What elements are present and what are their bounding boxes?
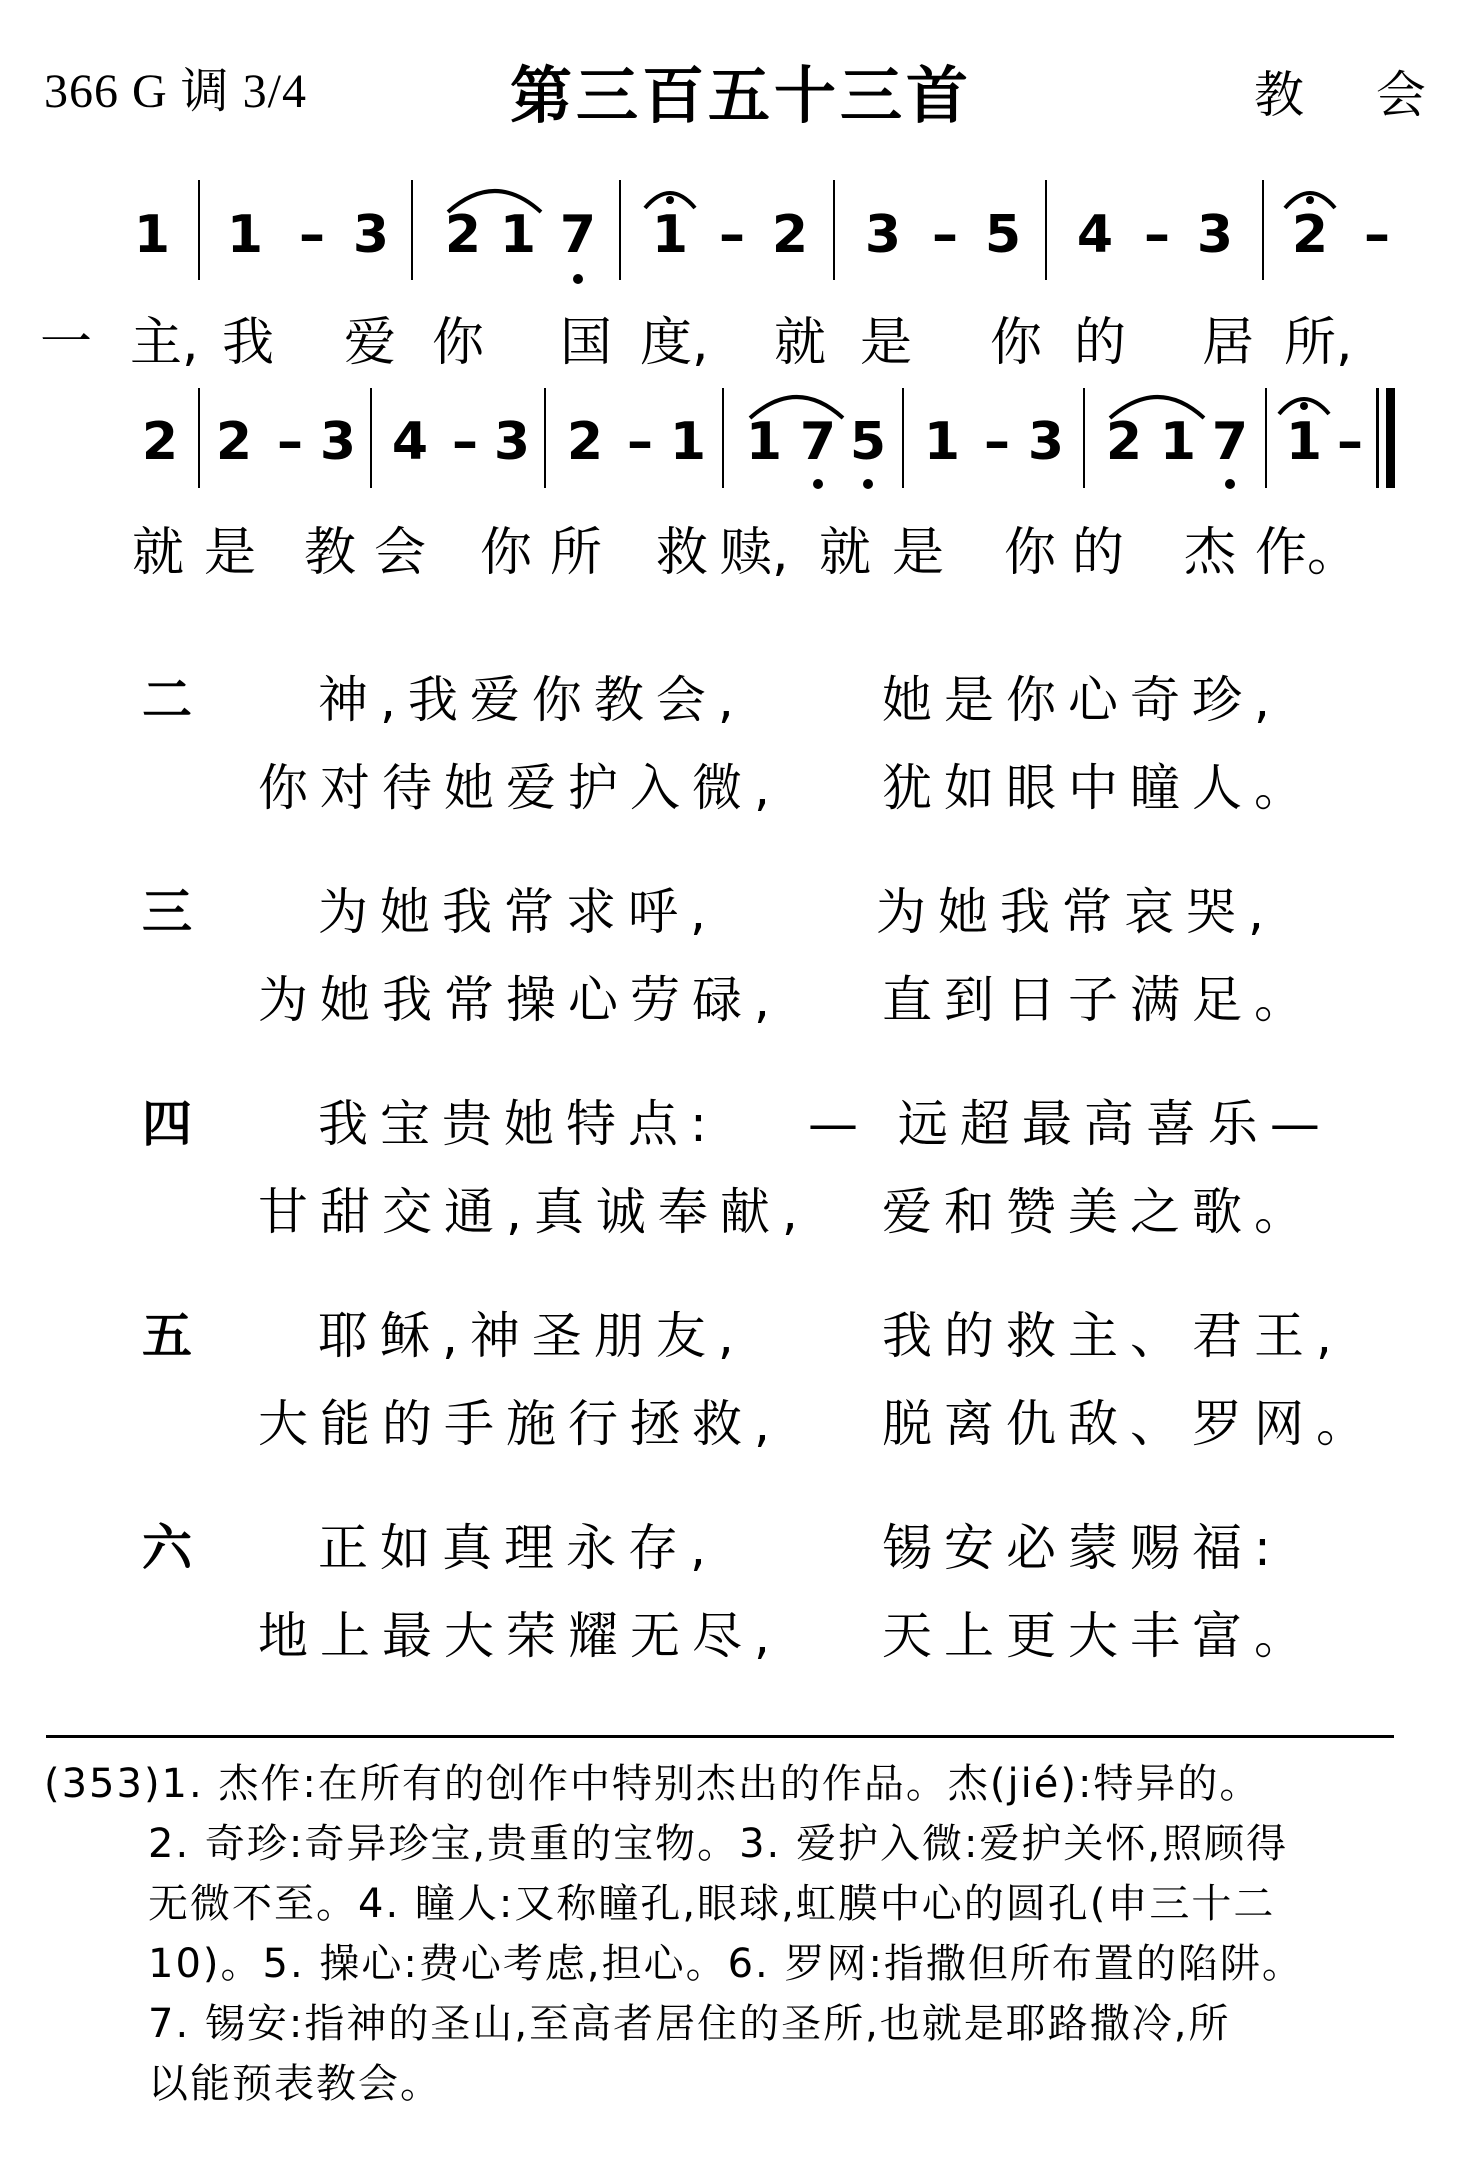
note: 2 (444, 205, 482, 265)
verse-line: 为她我常哀哭, (876, 883, 1276, 941)
note: – (1144, 205, 1170, 265)
verse-line: 正如真理永存, (318, 1519, 718, 1577)
footnote-line: 10)。5. 操心:费心考虑,担心。6. 罗网:指撒但所布置的陷阱。 (148, 1941, 1304, 1987)
footnote-line: 无微不至。4. 瞳人:又称瞳孔,眼球,虹膜中心的圆孔(申三十二 (148, 1881, 1276, 1927)
note: 2 (215, 412, 253, 472)
verse-line: 为她我常操心劳碌, (258, 971, 782, 1029)
fermata-dot (1300, 402, 1308, 410)
note: 3 (493, 412, 531, 472)
verse-line: 大能的手施行拯救, (258, 1395, 782, 1453)
divider-rule (46, 1735, 1394, 1738)
verse-line: 锡安必蒙赐福: (882, 1519, 1283, 1577)
note: 2 (1291, 205, 1329, 265)
low-octave-dot (863, 479, 873, 489)
lyric-syllable: 作。 (1255, 523, 1360, 583)
lyric-syllable: 居 (1201, 313, 1254, 373)
note: 1 (745, 412, 783, 472)
verse-number: 六 (142, 1519, 192, 1577)
lyric-syllable: 的 (1073, 313, 1126, 373)
note: 2 (141, 412, 179, 472)
note: 3 (864, 205, 902, 265)
note: 1 (669, 412, 707, 472)
note: – (299, 205, 325, 265)
verse-line: — 远超最高喜乐— (808, 1095, 1332, 1153)
lyric-syllable: 你 (479, 523, 532, 583)
verse-label-1: 一 (40, 313, 93, 373)
lyric-syllable: 度, (640, 313, 709, 373)
verse-line: 甘甜交通,真诚奉献, (258, 1183, 810, 1241)
note: 5 (984, 205, 1022, 265)
note: 3 (319, 412, 357, 472)
verse-line: 你对待她爱护入微, (258, 759, 782, 817)
verse-line: 神,我爱你教会, (318, 671, 746, 729)
note: 5 (849, 412, 887, 472)
verse-line: 脱离仇敌、罗网。 (882, 1395, 1378, 1453)
lyric-syllable: 会 (373, 523, 426, 583)
lyric-syllable: 你 (1003, 523, 1056, 583)
note: 1 (1159, 412, 1197, 472)
note: 7 (1211, 412, 1249, 472)
lyric-syllable: 救 (655, 523, 708, 583)
footnote-line: 以能预表教会。 (148, 2061, 442, 2107)
note: – (984, 412, 1010, 472)
verse-line: 天上更大丰富。 (882, 1607, 1316, 1665)
verse-line: 我的救主、君王, (882, 1307, 1344, 1365)
verse-number: 四 (142, 1095, 192, 1153)
verse-number: 五 (142, 1307, 192, 1365)
note: – (452, 412, 478, 472)
note: 2 (566, 412, 604, 472)
note: 3 (352, 205, 390, 265)
footnote-line: 2. 奇珍:奇异珍宝,贵重的宝物。3. 爱护入微:爱护关怀,照顾得 (148, 1821, 1289, 1867)
note: 3 (1196, 205, 1234, 265)
note: 2 (1105, 412, 1143, 472)
note: – (932, 205, 958, 265)
low-octave-dot (813, 479, 823, 489)
lyric-syllable: 是 (203, 523, 256, 583)
lyric-syllable: 我 (221, 313, 274, 373)
lyric-syllable: 赎, (720, 523, 789, 583)
verse-line: 我宝贵她特点: (318, 1095, 719, 1153)
lyric-syllable: 就 (818, 523, 871, 583)
note: 1 (226, 205, 264, 265)
lyric-syllable: 教 (303, 523, 356, 583)
note: – (719, 205, 745, 265)
verse-line: 她是你心奇珍, (882, 671, 1282, 729)
verse-line: 犹如眼中瞳人。 (882, 759, 1316, 817)
lyric-syllable: 就 (131, 523, 184, 583)
hymn-number-key-meter: 366 G 调 3/4 (44, 65, 308, 118)
verse-line: 直到日子满足。 (882, 971, 1316, 1029)
verse-number: 三 (142, 883, 192, 941)
note: 2 (771, 205, 809, 265)
lyric-syllable: 爱 (343, 313, 396, 373)
verse-number: 二 (142, 671, 192, 729)
hymn-category: 教 会 (1254, 66, 1454, 124)
lyric-syllable: 所 (549, 523, 602, 583)
lyric-syllable: 国 (559, 313, 612, 373)
note: 1 (651, 205, 689, 265)
note: 3 (1027, 412, 1065, 472)
note: – (277, 412, 303, 472)
note: 7 (799, 412, 837, 472)
verse-line: 爱和赞美之歌。 (882, 1183, 1316, 1241)
note: 1 (499, 205, 537, 265)
lyric-syllable: 就 (773, 313, 826, 373)
note: 1 (1285, 412, 1323, 472)
hymn-title: 第三百五十三首 (510, 59, 973, 132)
note: 7 (559, 205, 597, 265)
lyric-syllable: 杰 (1183, 523, 1236, 583)
lyric-syllable: 所, (1284, 313, 1353, 373)
verse-line: 为她我常求呼, (318, 883, 718, 941)
slur-mark (1110, 397, 1204, 418)
footnote-line: (353)1. 杰作:在所有的创作中特别杰出的作品。杰(jié):特异的。 (44, 1761, 1262, 1807)
note: 4 (391, 412, 429, 472)
lyric-syllable: 你 (431, 313, 484, 373)
low-octave-dot (1225, 479, 1235, 489)
lyric-syllable: 你 (989, 313, 1042, 373)
verse-line: 耶稣,神圣朋友, (318, 1307, 746, 1365)
note: – (627, 412, 653, 472)
note: – (1364, 205, 1390, 265)
lyric-syllable: 的 (1071, 523, 1124, 583)
verse-line: 地上最大荣耀无尽, (258, 1607, 782, 1665)
note: 1 (133, 205, 171, 265)
slur-mark (750, 397, 843, 418)
footnote-line: 7. 锡安:指神的圣山,至高者居住的圣所,也就是耶路撒冷,所 (148, 2001, 1231, 2047)
lyric-syllable: 主, (130, 313, 199, 373)
note: 4 (1076, 205, 1114, 265)
note: 1 (923, 412, 961, 472)
lyric-syllable: 是 (891, 523, 944, 583)
note: – (1337, 412, 1363, 472)
lyric-syllable: 是 (859, 313, 912, 373)
